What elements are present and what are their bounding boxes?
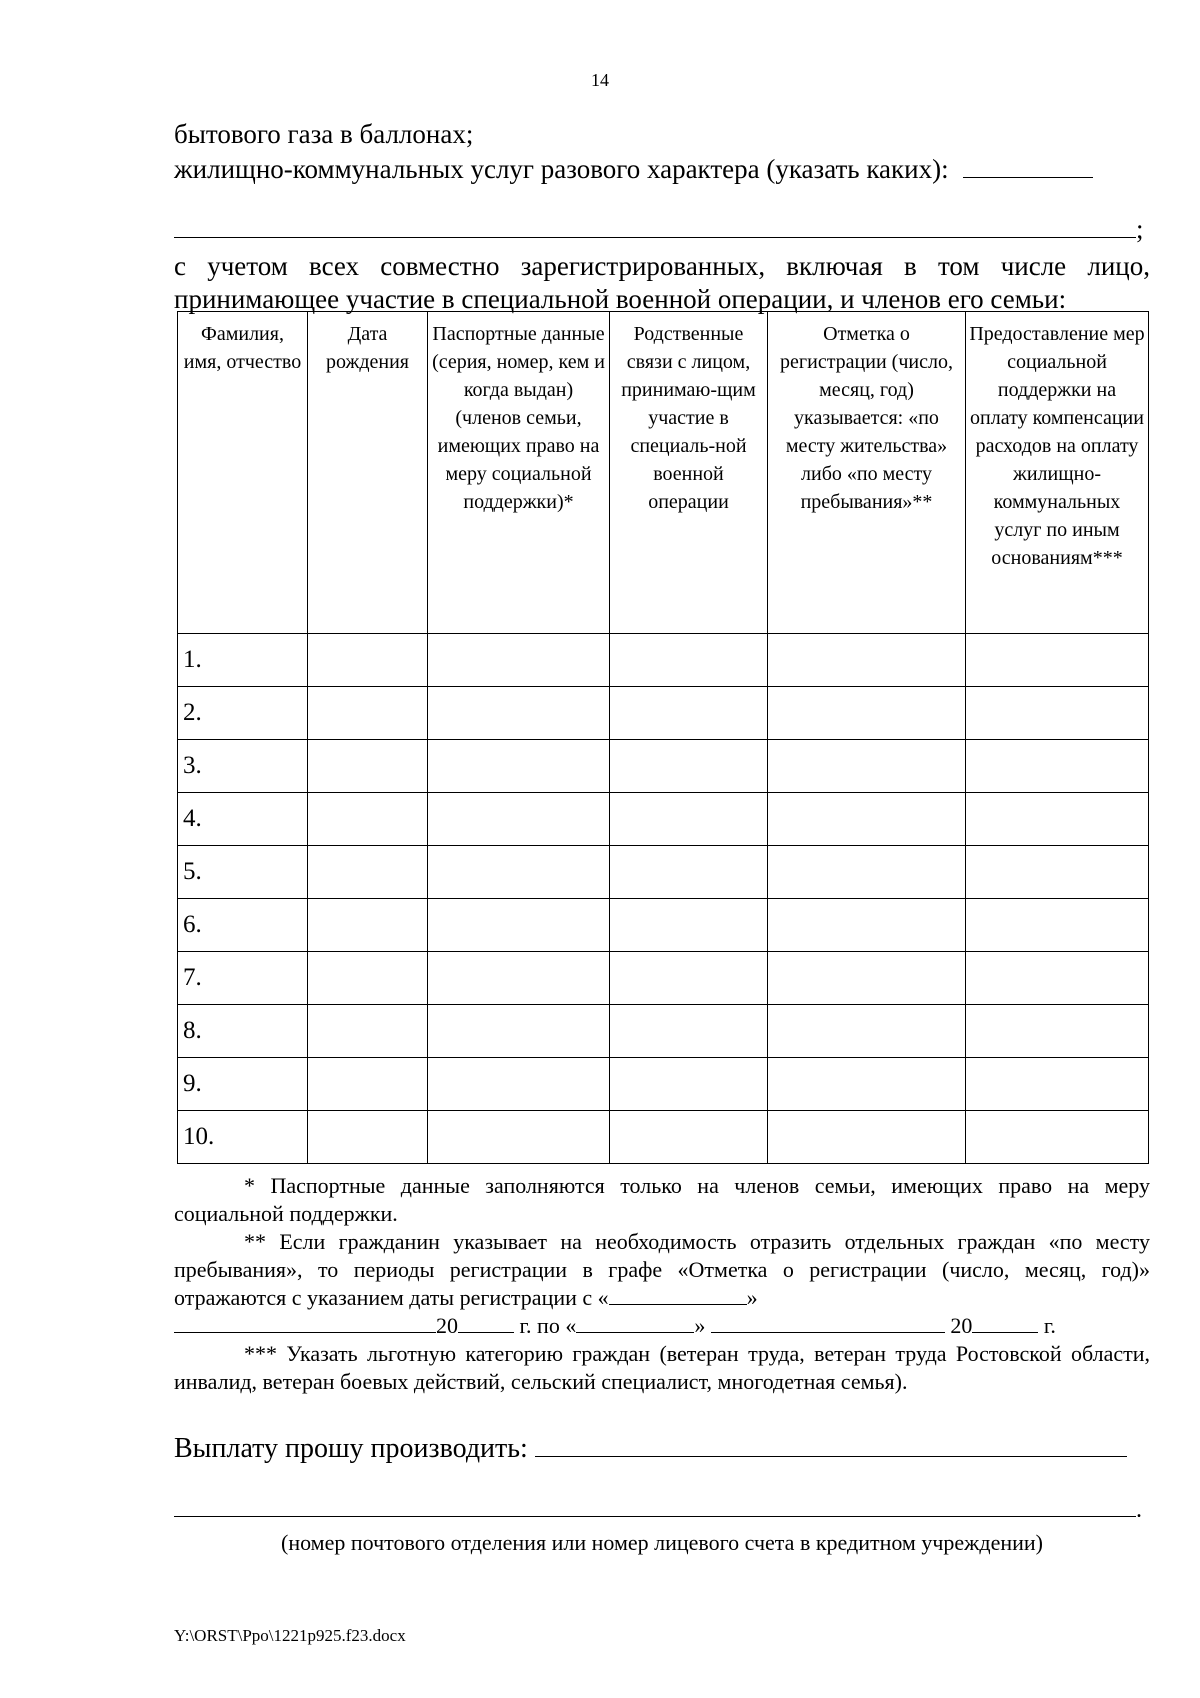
cell[interactable] [966,1111,1149,1164]
table-row [178,793,1149,846]
table-row [178,634,1149,687]
footnote-category: *** Указать льготную категорию граждан (ветеран труда, ветеран труда Ростовской области, инвалид, ветеран боевых действий, сельский специалист, многодетная семья). [174,1341,1150,1394]
cell[interactable] [768,952,966,1005]
line-end-semicolon: ; [1136,214,1144,244]
cell[interactable] [308,687,428,740]
cell[interactable] [610,634,768,687]
cell[interactable] [768,1058,966,1111]
cell[interactable] [428,740,610,793]
footnote-registration-text: ** Если гражданин указывает на необходимость отразить отдельных граждан «по месту пребывания», то периоды регистрации в графе «Отметка о регистрации (число, месяц, год)» отражаются с указанием даты регистрации с [174,1229,1150,1310]
table-header-row [178,312,1149,634]
row-number: 5. [178,846,308,899]
cell[interactable] [966,634,1149,687]
family-members-table [177,311,1149,1164]
cell[interactable] [428,687,610,740]
table-row [178,687,1149,740]
payment-hint: (номер почтового отделения или номер лицевого счета в кредитном учреждении) [281,1530,1043,1555]
intro-blank-line [174,213,1150,246]
table-row [178,952,1149,1005]
year-prefix-2: 20 [950,1313,973,1338]
date-from-year-field[interactable] [458,1312,514,1333]
date-open-quote: « [597,1285,609,1310]
cell[interactable] [768,793,966,846]
cell[interactable] [308,1005,428,1058]
header-support: Предоставление мер социальной поддержки на оплату компенсации расходов на оплату жилищно-коммунальных услуг по иным основаниям*** [966,312,1149,634]
cell[interactable] [768,899,966,952]
services-label: жилищно-коммунальных услуг разового характера (указать каких): [174,154,949,184]
payment-field-2[interactable] [174,1492,1136,1517]
cell[interactable] [308,793,428,846]
header-relation: Родственные связи с лицом, принимаю-щим участие в специаль-ной военной операции [610,312,768,634]
intro-line-gas: бытового газа в баллонах; [174,119,474,149]
cell[interactable] [610,793,768,846]
cell[interactable] [610,687,768,740]
year-prefix-1: 20 [436,1313,458,1338]
footnote-date-line [174,1312,1150,1340]
cell[interactable] [966,846,1149,899]
payment-request [174,1428,1150,1467]
cell[interactable] [610,1111,768,1164]
cell[interactable] [308,846,428,899]
cell[interactable] [308,1111,428,1164]
cell[interactable] [428,1005,610,1058]
cell[interactable] [966,952,1149,1005]
cell[interactable] [610,1058,768,1111]
cell[interactable] [428,634,610,687]
services-blank-field-2[interactable] [174,213,1136,238]
cell[interactable] [428,899,610,952]
cell[interactable] [428,846,610,899]
payment-end-period: . [1136,1497,1142,1523]
cell[interactable] [308,1058,428,1111]
cell[interactable] [610,1005,768,1058]
to-label: г. по « [519,1313,577,1338]
cell[interactable] [610,952,768,1005]
page-number: 14 [591,70,609,90]
cell[interactable] [428,1111,610,1164]
cell[interactable] [308,740,428,793]
date-to-month-field[interactable] [711,1312,945,1333]
cell[interactable] [428,1058,610,1111]
footnotes [174,1172,1150,1396]
row-number: 4. [178,793,308,846]
year-suffix: г. [1043,1313,1056,1338]
table-row [178,1058,1149,1111]
row-number: 6. [178,899,308,952]
cell[interactable] [308,634,428,687]
table-row [178,899,1149,952]
cell[interactable] [768,740,966,793]
cell[interactable] [966,793,1149,846]
cell[interactable] [610,740,768,793]
cell[interactable] [966,740,1149,793]
cell[interactable] [966,1005,1149,1058]
row-number: 10. [178,1111,308,1164]
cell[interactable] [966,1058,1149,1111]
header-birth-date: Дата рождения [308,312,428,634]
cell[interactable] [428,793,610,846]
date-from-month-field[interactable] [174,1312,436,1333]
table-row [178,846,1149,899]
services-blank-field[interactable] [963,153,1093,178]
date-close-quote: » [746,1285,758,1310]
cell[interactable] [308,952,428,1005]
cell[interactable] [768,687,966,740]
row-number: 2. [178,687,308,740]
cell[interactable] [428,952,610,1005]
cell[interactable] [768,846,966,899]
to-close-quote: » [694,1313,706,1338]
table-row [178,1111,1149,1164]
row-number: 7. [178,952,308,1005]
row-number: 3. [178,740,308,793]
file-path-footer: Y:\ORST\Ppo\1221p925.f23.docx [174,1626,406,1645]
intro-line-services [174,153,1150,186]
cell[interactable] [610,846,768,899]
cell[interactable] [966,899,1149,952]
footnote-passport: * Паспортные данные заполняются только на членов семьи, имеющих право на меру социальной поддержки. [174,1173,1150,1226]
header-passport: Паспортные данные (серия, номер, кем и когда выдан) (членов семьи, имеющих право на меру социальной поддержки)* [428,312,610,634]
cell[interactable] [768,1005,966,1058]
cell[interactable] [610,899,768,952]
payment-field[interactable] [535,1428,1127,1457]
cell[interactable] [308,899,428,952]
date-from-day-field[interactable] [609,1284,747,1305]
cell[interactable] [768,1111,966,1164]
cell[interactable] [966,687,1149,740]
header-full-name: Фамилия, имя, отчество [178,312,308,634]
intro-paragraph: с учетом всех совместно зарегистрированных, включая в том числе лицо, принимающее участие в специальной военной операции, и членов его семьи: [174,251,1150,314]
date-to-year-field[interactable] [972,1312,1038,1333]
footnote-registration [174,1228,1150,1312]
table-row [178,740,1149,793]
row-number: 1. [178,634,308,687]
row-number: 9. [178,1058,308,1111]
payment-label: Выплату прошу производить: [174,1433,528,1464]
payment-line-2 [174,1492,1150,1524]
row-number: 8. [178,1005,308,1058]
cell[interactable] [768,634,966,687]
table-row [178,1005,1149,1058]
date-to-day-field[interactable] [576,1312,694,1333]
header-registration: Отметка о регистрации (число, месяц, год) указывается: «по месту жительства» либо «по месту пребывания»** [768,312,966,634]
